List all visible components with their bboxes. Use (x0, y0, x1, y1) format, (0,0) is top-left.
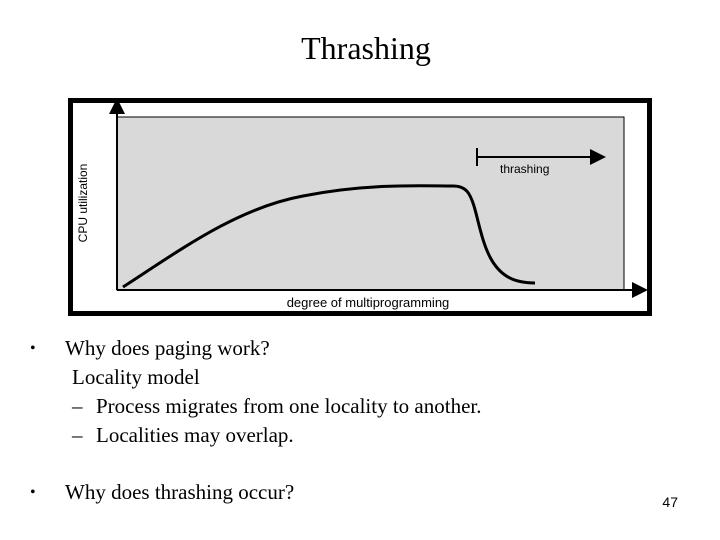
bullet-subline: Locality model (72, 365, 200, 389)
page-number: 47 (662, 494, 678, 510)
bullet-text: Why does paging work? (65, 336, 270, 360)
bullet-item (30, 478, 690, 507)
dash-item (30, 392, 690, 421)
bullet-list (30, 334, 690, 507)
cpu-utilization-figure (68, 98, 652, 316)
dash-text: Localities may overlap. (96, 423, 294, 447)
plot-area (117, 117, 624, 290)
y-axis-label: CPU utilization (76, 163, 90, 243)
dash-glyph: – (72, 394, 83, 418)
bullet-text: Why does thrashing occur? (65, 480, 295, 504)
bullet-dot: • (30, 484, 36, 501)
dash-item (30, 421, 690, 450)
dash-text: Process migrates from one locality to another. (96, 394, 482, 418)
bullet-gap (30, 450, 690, 478)
bullet-item (30, 334, 690, 363)
slide-title: Thrashing (301, 30, 431, 66)
x-axis-label: degree of multiprogramming (286, 295, 450, 310)
dash-glyph: – (72, 423, 83, 447)
thrashing-label: thrashing (500, 162, 550, 176)
bullet-dot: • (30, 340, 36, 357)
figure-svg (68, 98, 652, 316)
